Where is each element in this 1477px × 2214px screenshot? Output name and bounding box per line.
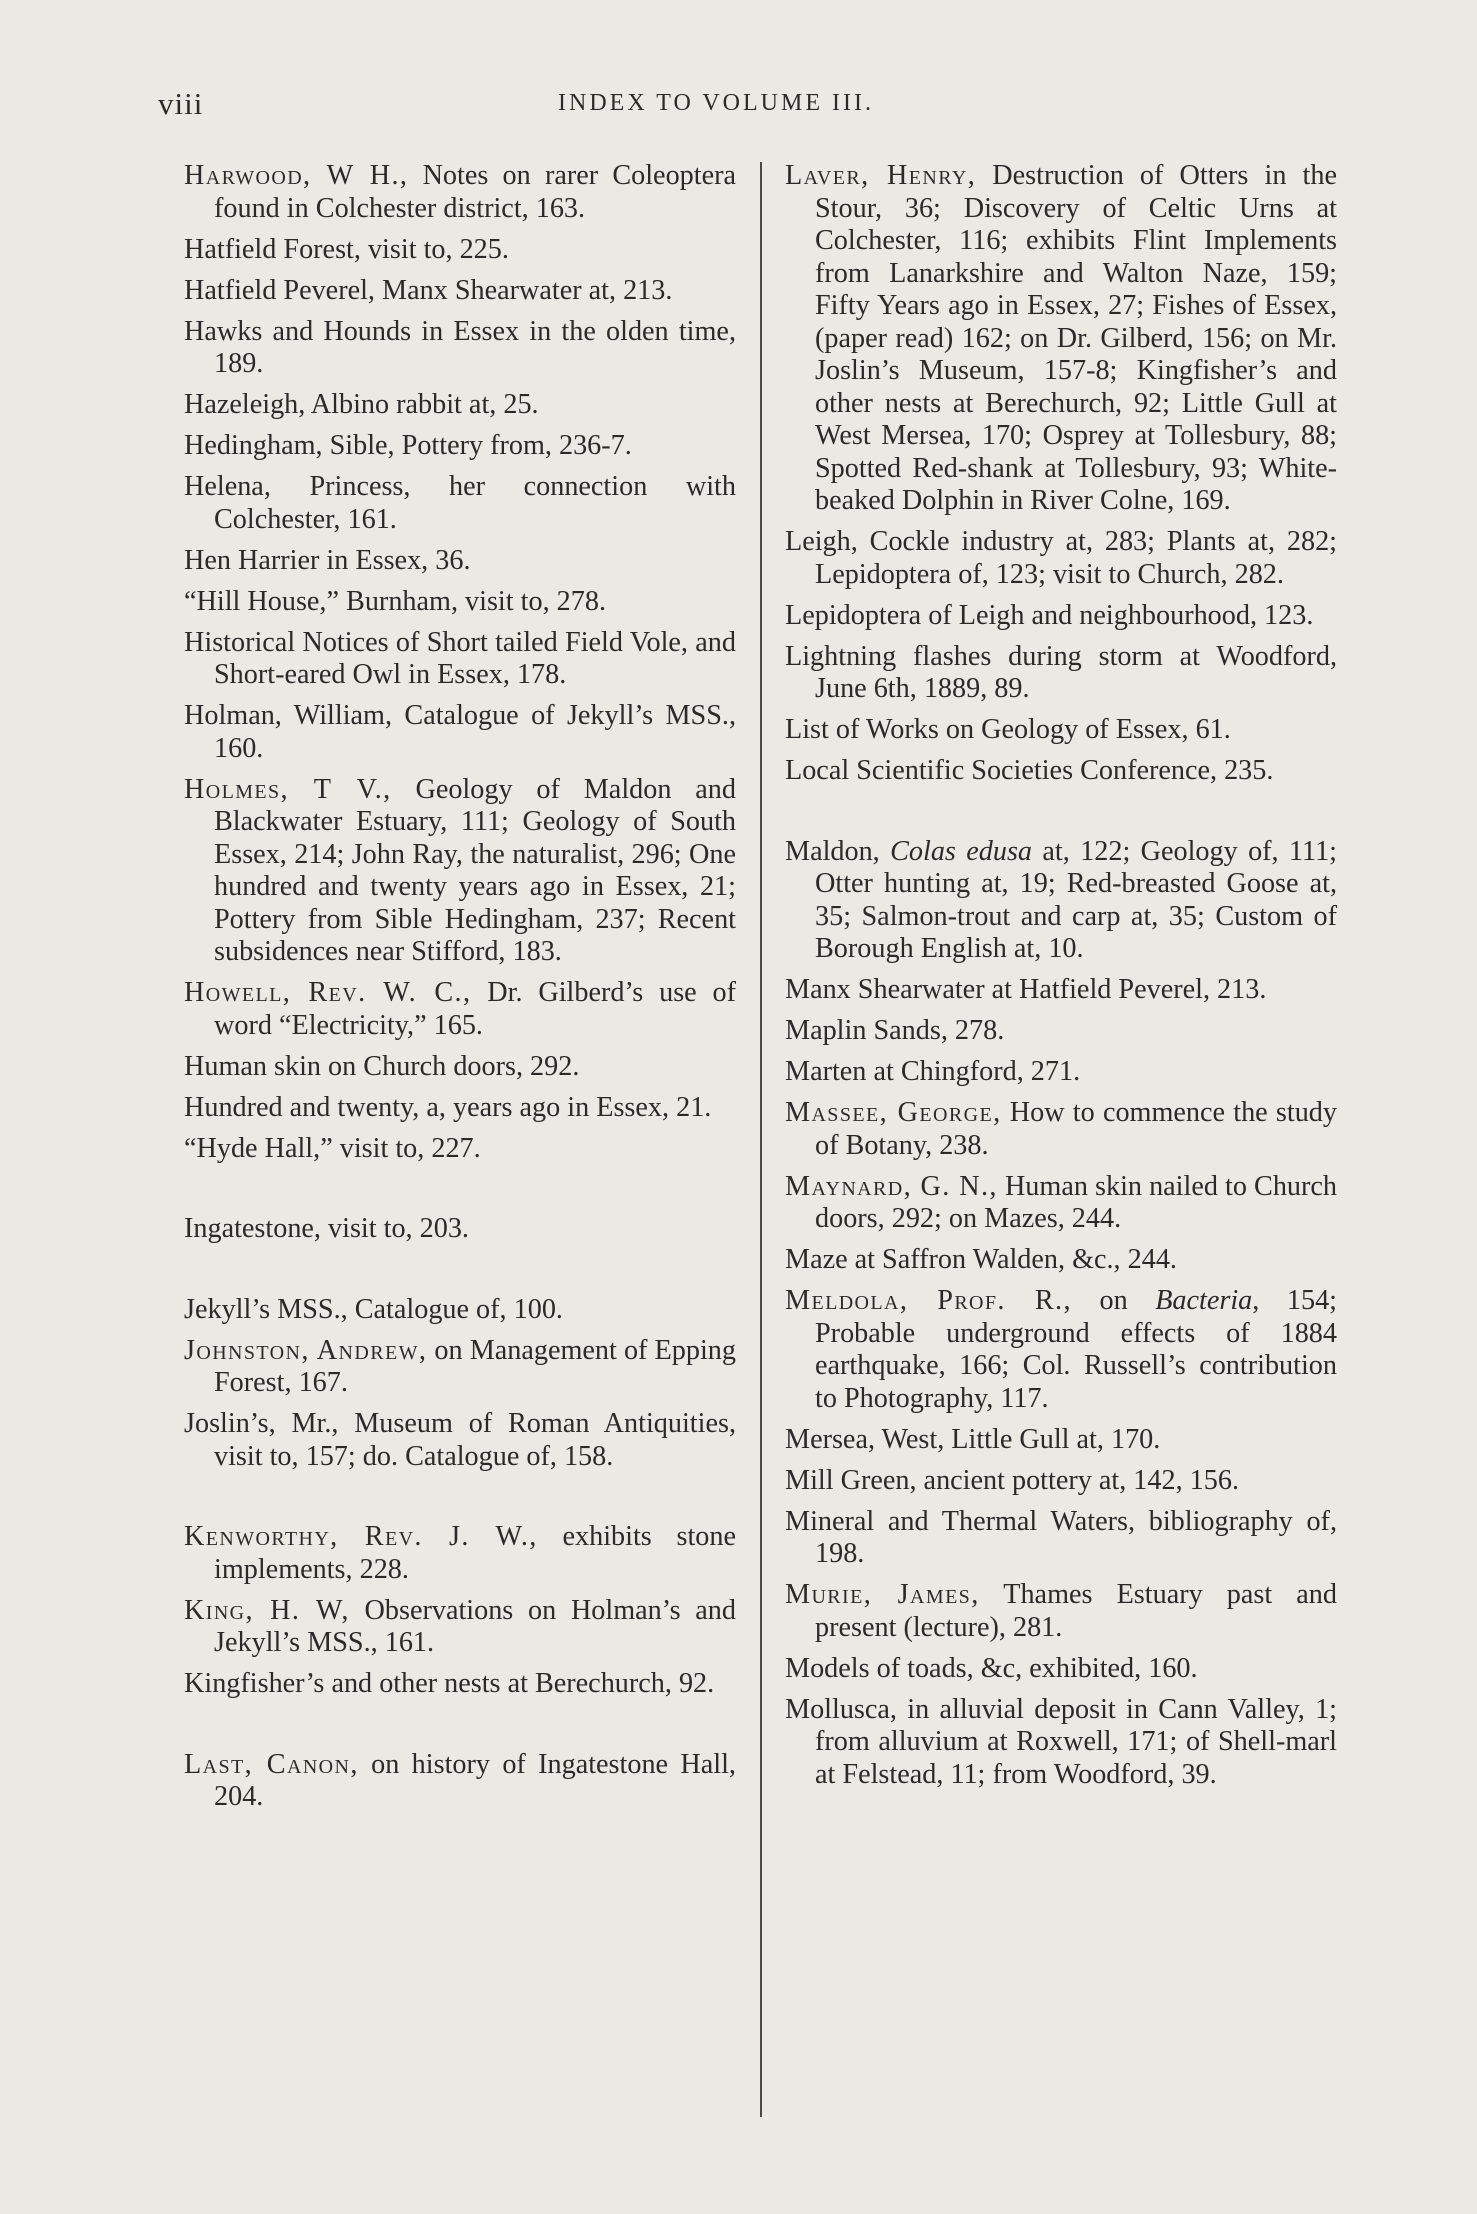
- index-entry: [184, 1595, 736, 1660]
- index-entry-author: Kenworthy, Rev. J. W.,: [184, 1521, 538, 1552]
- index-entry-text: on history of Ingatestone Hall, 204.: [214, 1748, 736, 1812]
- index-entry: [184, 700, 736, 765]
- index-entry: [184, 1521, 736, 1586]
- index-entry-text: Lightning flashes during storm at Woodford, June 6th, 1889, 89.: [785, 640, 1337, 704]
- index-entry-text: Kingfisher’s and other nests at Berechurch, 92.: [184, 1668, 715, 1699]
- index-entry-text: Mineral and Thermal Waters, bibliography of, 198.: [785, 1505, 1337, 1569]
- index-entry-text: Hawks and Hounds in Essex in the olden time, 189.: [184, 315, 736, 379]
- index-entry-author: Murie, James,: [785, 1579, 980, 1610]
- index-entry-text: , 154; Probable underground effects of 1884 earthquake, 166; Col. Russell’s contribution to Photography, 117.: [815, 1285, 1337, 1414]
- index-entry-author: King, H. W,: [184, 1594, 350, 1626]
- index-entry: [184, 1133, 736, 1166]
- index-entry-text: Destruction of Otters in the Stour, 36; Discovery of Celtic Urns at Colchester, 116; exhibits Flint Implements from Lanarkshire and Walton Naze, 159; Fifty Years ago in Essex, 27; Fishes of Essex, (paper read) 162; on Dr. Gilberd, 156; on Mr. Joslin’s Museum, 157-8; Kingfisher’s and other nests at Berechurch, 92; Little Gull at West Mersea, 170; Osprey at Tollesbury, 88; Spotted Red-shank at Tollesbury, 93; White-beaked Dolphin in River Colne, 169.: [815, 160, 1337, 516]
- index-entry: [785, 160, 1337, 518]
- index-entry-text: Human skin on Church doors, 292.: [184, 1050, 580, 1082]
- index-entry-text: Hatfield Peverel, Manx Shearwater at, 213.: [184, 274, 673, 306]
- index-entry-text: Mersea, West, Little Gull at, 170.: [785, 1423, 1161, 1455]
- index-entry-text: Local Scientific Societies Conference, 235.: [785, 755, 1274, 786]
- index-entry-text: Geology of Maldon and Blackwater Estuary, 111; Geology of South Essex, 214; John Ray, the naturalist, 296; One hundred and twenty years ago in Essex, 21; Pottery from Sible Hedingham, 237; Recent subsidences near Stifford, 183.: [214, 773, 736, 967]
- index-entry: [785, 755, 1337, 788]
- index-entry: [184, 1749, 736, 1814]
- index-entry: [785, 1015, 1337, 1048]
- index-entry: [785, 1056, 1337, 1089]
- index-entry: [184, 1092, 736, 1125]
- index-entry: [785, 1285, 1337, 1415]
- index-entry: [184, 1408, 736, 1473]
- index-entry: [785, 714, 1337, 747]
- index-entry-text: Holman, William, Catalogue of Jekyll’s MSS., 160.: [184, 700, 736, 764]
- page-header: [158, 86, 1338, 126]
- index-entry: [184, 160, 736, 225]
- index-column-right: [785, 160, 1337, 1800]
- index-entry-text: Maze at Saffron Walden, &c., 244.: [785, 1244, 1177, 1275]
- index-entry-text: Lepidoptera of Leigh and neighbourhood, 123.: [785, 599, 1314, 631]
- index-entry-text: Leigh, Cockle industry at, 283; Plants at, 282; Lepidoptera of, 123; visit to Church, 282.: [785, 526, 1337, 590]
- index-entry-author: Meldola, Prof. R.,: [785, 1285, 1072, 1316]
- index-entry: [785, 1097, 1337, 1162]
- index-entry-text: Helena, Princess, her connection with Colchester, 161.: [184, 471, 736, 535]
- index-entry: [785, 1506, 1337, 1571]
- index-entry-italic: Bacteria: [1155, 1285, 1253, 1316]
- index-entry: [785, 1424, 1337, 1457]
- index-entry-text: Manx Shearwater at Hatfield Peverel, 213.: [785, 974, 1267, 1005]
- index-entry-text: “Hyde Hall,” visit to, 227.: [184, 1132, 481, 1164]
- index-entry-text: Thames Estuary past and present (lecture), 281.: [815, 1579, 1337, 1643]
- column-divider: [760, 162, 762, 2117]
- running-head: INDEX TO VOLUME III.: [558, 90, 874, 116]
- index-entry-text: Hazeleigh, Albino rabbit at, 25.: [184, 389, 539, 420]
- index-entry: [184, 586, 736, 619]
- index-entry-text: Maldon,: [785, 835, 891, 867]
- index-entry-text: How to commence the study of Botany, 238.: [815, 1097, 1337, 1161]
- index-entry-author: Laver, Henry,: [785, 160, 977, 191]
- index-entry: [785, 1653, 1337, 1686]
- index-entry-author: Harwood, W H.,: [184, 160, 409, 191]
- index-entry: [785, 836, 1337, 966]
- index-entry-text: Maplin Sands, 278.: [785, 1015, 1005, 1046]
- index-entry: [184, 545, 736, 578]
- index-entry-text: Dr. Gilberd’s use of word “Electricity,” 165.: [214, 977, 736, 1041]
- index-entry-text: Historical Notices of Short tailed Field Vole, and Short-eared Owl in Essex, 178.: [184, 626, 736, 690]
- index-entry-text: Observations on Holman’s and Jekyll’s MSS., 161.: [214, 1594, 736, 1658]
- index-column-left: [184, 160, 736, 1822]
- index-entry: [184, 1294, 736, 1327]
- index-entry: [184, 627, 736, 692]
- index-entry: [785, 1244, 1337, 1277]
- index-entry: [184, 389, 736, 422]
- index-entry-text: on Management of Epping Forest, 167.: [214, 1334, 736, 1398]
- index-entry-text: Human skin nailed to Church doors, 292; on Mazes, 244.: [815, 1170, 1338, 1234]
- index-entry: [184, 1213, 736, 1246]
- index-entry-text: Hen Harrier in Essex, 36.: [184, 544, 471, 576]
- index-entry: [184, 977, 736, 1042]
- index-entry-text: Models of toads, &c, exhibited, 160.: [785, 1652, 1198, 1684]
- index-entry-text: Notes on rarer Coleoptera found in Colchester district, 163.: [214, 160, 736, 224]
- index-entry-text: on: [1071, 1285, 1156, 1316]
- index-entry: [184, 471, 736, 536]
- index-entry-text: Jekyll’s MSS., Catalogue of, 100.: [184, 1293, 563, 1325]
- index-entry: [184, 1335, 736, 1400]
- index-entry-text: at, 122; Geology of, 111; Otter hunting at, 19; Red-breasted Goose at, 35; Salmon-trout and carp at, 35; Custom of Borough English at, 10.: [815, 835, 1337, 964]
- index-entry: [785, 974, 1337, 1007]
- index-entry-text: Hedingham, Sible, Pottery from, 236-7.: [184, 430, 632, 461]
- index-entry-author: Holmes, T V.,: [184, 773, 392, 805]
- index-entry: [785, 1694, 1337, 1792]
- index-entry: [184, 316, 736, 381]
- index-entry-text: Mill Green, ancient pottery at, 142, 156.: [785, 1464, 1240, 1496]
- index-entry: [184, 1668, 736, 1701]
- index-entry-author: Last, Canon,: [184, 1748, 359, 1780]
- index-entry: [785, 1171, 1337, 1236]
- index-entry: [785, 1579, 1337, 1644]
- index-entry: [184, 430, 736, 463]
- index-entry-text: Ingatestone, visit to, 203.: [184, 1213, 469, 1244]
- index-entry-text: Marten at Chingford, 271.: [785, 1056, 1081, 1087]
- index-entry-italic: Colas edusa: [890, 835, 1033, 867]
- index-entry: [184, 1051, 736, 1084]
- index-entry-text: “Hill House,” Burnham, visit to, 278.: [184, 585, 606, 617]
- page-number: viii: [158, 86, 204, 121]
- index-entry: [785, 600, 1337, 633]
- index-entry-author: Maynard, G. N.,: [785, 1170, 998, 1202]
- index-entry-author: Howell, Rev. W. C.,: [184, 977, 472, 1008]
- index-entry-text: Mollusca, in alluvial deposit in Cann Valley, 1; from alluvium at Roxwell, 171; of Shell-marl at Felstead, 11; from Woodford, 39.: [785, 1693, 1337, 1790]
- index-entry-text: exhibits stone implements, 228.: [214, 1521, 736, 1585]
- index-entry: [785, 1465, 1337, 1498]
- index-entry: [785, 526, 1337, 591]
- index-entry-text: Joslin’s, Mr., Museum of Roman Antiquities, visit to, 157; do. Catalogue of, 158.: [184, 1408, 736, 1472]
- index-entry-text: Hatfield Forest, visit to, 225.: [184, 233, 509, 265]
- index-entry-text: Hundred and twenty, a, years ago in Essex, 21.: [184, 1091, 712, 1123]
- index-entry-text: List of Works on Geology of Essex, 61.: [785, 714, 1231, 745]
- index-entry: [184, 275, 736, 308]
- index-entry: [785, 641, 1337, 706]
- index-entry-author: Johnston, Andrew,: [184, 1334, 428, 1366]
- index-entry: [184, 774, 736, 969]
- index-entry-author: Massee, George,: [785, 1097, 1002, 1128]
- index-entry: [184, 234, 736, 267]
